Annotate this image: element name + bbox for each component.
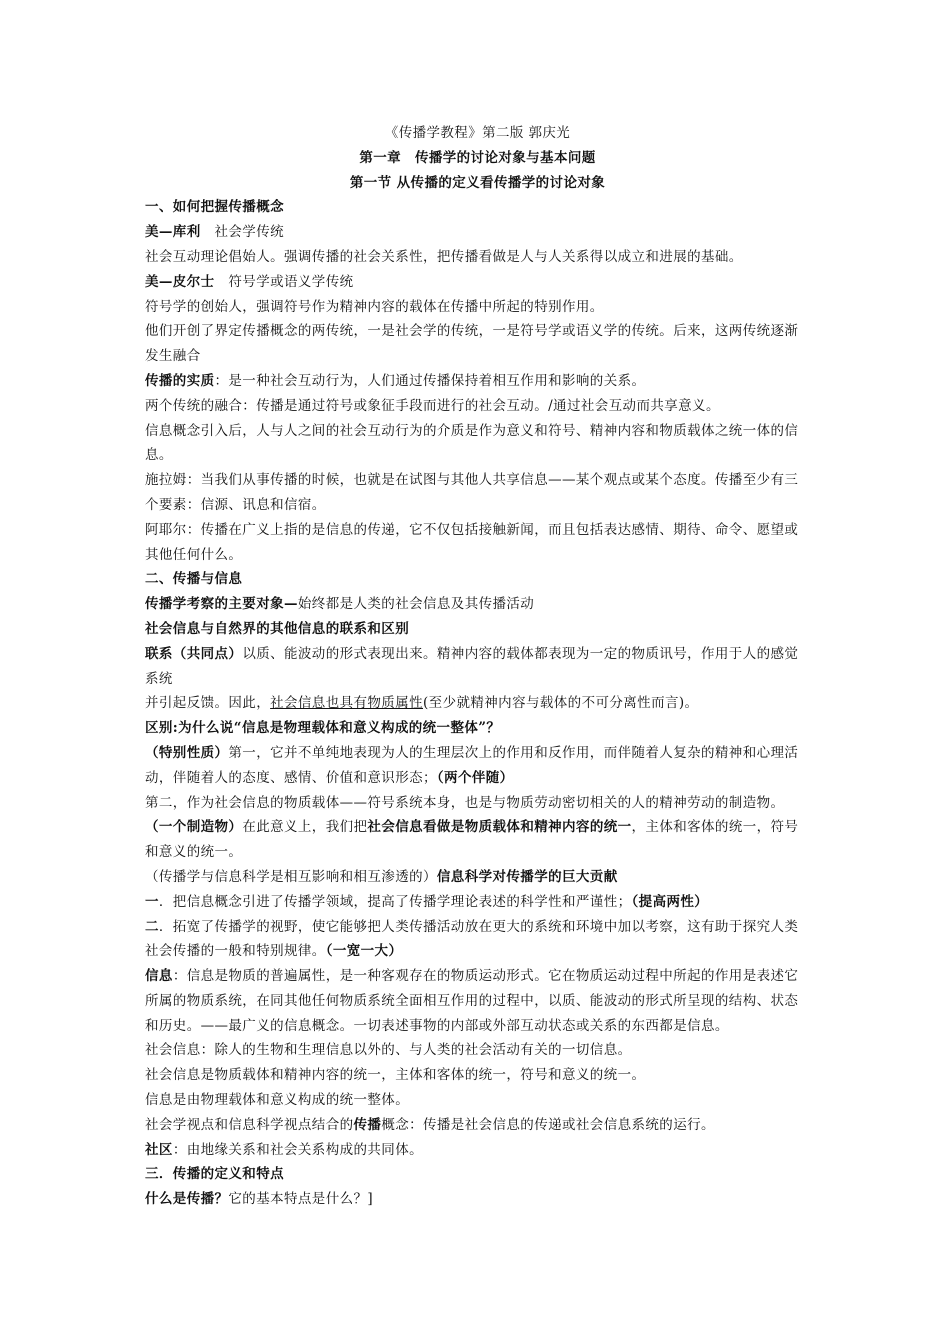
two-follow-tag: （两个伴随）: [436, 769, 514, 786]
contrib-2-text: ．拓宽了传播学的视野，使它能够把人类传播活动放在更大的系统和环境中加以考察，这有助于探究人类社会传播的一般和特别规律。: [145, 918, 799, 960]
essence-text: ：是一种社会互动行为，人们通过传播保持着相互作用和影响的关系。: [214, 372, 646, 389]
peirce-desc: 符号学的创始人，强调符号作为精神内容的载体在传播中所起的特别作用。: [145, 298, 604, 315]
contrib-1: [145, 890, 810, 915]
two-traditions: 他们开创了界定传播概念的两传统，一是社会学的传统，一是符号学或语义学的传统。后来，这两传统逐渐发生融合: [145, 323, 799, 365]
info-label: 信息: [145, 968, 173, 985]
cooley-desc: 社会互动理论倡始人。强调传播的社会关系性，把传播看做是人与人关系得以成立和进展的基础。: [145, 248, 743, 265]
combo-line: [145, 1113, 810, 1138]
community-line: [145, 1138, 810, 1163]
link-cont-a: 并引起反馈。因此，: [145, 695, 271, 712]
info-unity: 信息是由物理载体和意义构成的统一整体。: [145, 1092, 410, 1109]
info-definition: [145, 964, 810, 1038]
question-line: [145, 1187, 810, 1212]
document-page: [145, 121, 810, 1212]
peirce-line: [145, 270, 810, 295]
contrib-a: （传播学与信息科学是相互影响和相互渗透的）: [145, 868, 437, 885]
chapter-title: 第一章 传播学的讨论对象与基本问题: [359, 149, 596, 166]
social-info: 社会信息：除人的生物和生理信息以外的、与人类的社会活动有关的一切信息。: [145, 1042, 632, 1059]
cooley-school: 社会学传统: [200, 224, 285, 241]
info-text: ：信息是物质的普遍属性，是一种客观存在的物质运动形式。它在物质运动过程中所起的作用是表述它所属的物质系统，在同其他任何物质系统全面相互作用的过程中，以质、能波动的形式所呈现的结构、状态和历史。——最广义的信息概念。一切表述事物的内部或外部互动状态或关系的东西都是信息。: [145, 968, 799, 1034]
community-text: ：由地缘关系和社会关系构成的共同体。: [172, 1141, 424, 1158]
link-line: [145, 642, 810, 692]
one-made-b: ，主体和客体的统一，符号和意义的统一。: [145, 819, 799, 861]
essence-line: [145, 369, 810, 394]
contrib-line: [145, 865, 810, 890]
contrib-2-label: 二: [145, 918, 159, 935]
peirce-name: 美—皮尔士: [145, 273, 215, 290]
link-label: 联系（共同点）: [145, 645, 243, 662]
question-bold: 什么是传播？: [145, 1191, 229, 1208]
one-made-bold: 社会信息看做是物质载体和精神内容的统一: [367, 819, 632, 836]
schramm-quote: 施拉姆：当我们从事传播的时候，也就是在试图与其他人共享信息——某个观点或某个态度。传播至少有三个要素：信源、讯息和信宿。: [145, 472, 799, 513]
question-rest: 它的基本特点是什么？]: [228, 1191, 374, 1208]
book-title: 《传播学教程》第二版 郭庆光: [384, 125, 571, 141]
heading-2: 二、传播与信息: [145, 571, 243, 588]
one-made-label: （一个制造物）: [145, 819, 243, 836]
main-object-line: [145, 592, 810, 617]
contrib-bold: 信息科学对传播学的巨大贡献: [436, 868, 618, 885]
diff-title: 区别:为什么说“信息是物理载体和意义构成的统一整体”？: [145, 720, 501, 737]
heading-3: 三．传播的定义和特点: [145, 1166, 284, 1183]
special-text: 第一，它并不单纯地表现为人的生理层次上的作用和反作用，而伴随着人复杂的精神和心理活动，伴随着人的态度、感情、价值和意识形态；: [145, 744, 799, 786]
main-object-text: 始终都是人类的社会信息及其传播活动: [297, 596, 535, 613]
link-cont: [145, 691, 810, 716]
one-made-a: 在此意义上，我们把: [242, 819, 368, 836]
special-label: （特别性质）: [145, 744, 229, 761]
one-made-line: [145, 815, 810, 865]
link-text: 以质、能波动的形式表现出来。精神内容的载体都表现为一定的物质讯号，作用于人的感觉系统: [145, 645, 799, 687]
community-label: 社区: [145, 1141, 173, 1158]
essence-label: 传播的实质: [145, 372, 215, 389]
contrib-1-text: ．把信息概念引进了传播学领域，提高了传播学理论表述的科学性和严谨性；: [158, 893, 632, 910]
link-diff-title: 社会信息与自然界的其他信息的联系和区别: [145, 620, 410, 637]
cooley-name: 美—库利: [145, 224, 201, 241]
heading-1: 一、如何把握传播概念: [145, 199, 284, 216]
contrib-1-tag: （提高两性）: [631, 893, 709, 910]
second-point: 第二，作为社会信息的物质载体——符号系统本身，也是与物质劳动密切相关的人的精神劳动的制造物。: [145, 794, 785, 811]
link-cont-underlined: 社会信息也具有物质属性: [270, 695, 424, 712]
peirce-school: 符号学或语义学传统: [214, 273, 354, 290]
social-info-unity: 社会信息是物质载体和精神内容的统一，主体和客体的统一，符号和意义的统一。: [145, 1067, 646, 1084]
combo-bold: 传播: [353, 1116, 382, 1133]
fusion: 两个传统的融合：传播是通过符号或象征手段而进行的社会互动。/通过社会互动而共享意义。: [145, 397, 720, 414]
special-line: [145, 741, 810, 791]
contrib-2-tag: （一宽一大）: [325, 943, 403, 960]
combo-b: 概念：传播是社会信息的传递或社会信息系统的运行。: [381, 1116, 715, 1133]
link-cont-b: (至少就精神内容与载体的不可分离性而言)。: [423, 695, 699, 712]
combo-a: 社会学视点和信息科学视点结合的: [145, 1116, 354, 1133]
arnold-quote: 阿耶尔：传播在广义上指的是信息的传递，它不仅包括接触新闻，而且包括表达感情、期待、命令、愿望或其他任何什么。: [145, 521, 799, 563]
info-concept: 信息概念引入后，人与人之间的社会互动行为的介质是作为意义和符号、精神内容和物质载体之统一体的信息。: [145, 422, 799, 464]
section-title: 第一节 从传播的定义看传播学的讨论对象: [349, 174, 606, 191]
cooley-line: [145, 220, 810, 245]
contrib-1-label: 一: [145, 893, 159, 910]
main-object-label: 传播学考察的主要对象—: [145, 596, 298, 613]
contrib-2: [145, 915, 810, 965]
